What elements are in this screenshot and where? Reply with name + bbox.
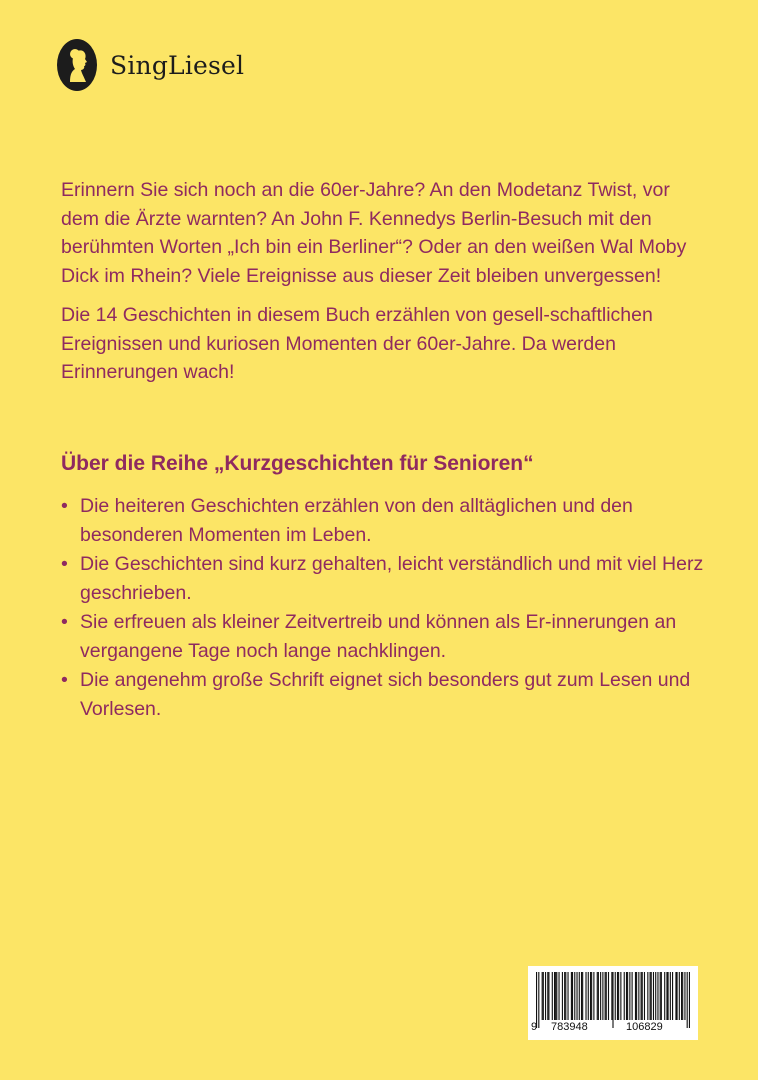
barcode-bar <box>615 972 616 1020</box>
barcode-bar <box>552 972 553 1020</box>
barcode-bar <box>585 972 586 1020</box>
barcode-bar <box>554 972 555 1020</box>
barcode-bar <box>548 972 549 1020</box>
barcode-bar <box>538 972 539 1028</box>
barcode-bar <box>668 972 669 1020</box>
barcode-bar <box>675 972 676 1020</box>
barcode-bar <box>689 972 690 1028</box>
barcode-bar <box>582 972 583 1020</box>
list-item <box>61 550 721 607</box>
barcode-bar <box>638 972 639 1020</box>
barcode-bar <box>606 972 607 1020</box>
barcode-bar <box>611 972 612 1020</box>
barcode-bar <box>562 972 563 1020</box>
list-item <box>61 492 721 549</box>
barcode-bar <box>536 972 537 1028</box>
barcode-bar <box>670 972 671 1020</box>
barcode-bar <box>564 972 565 1020</box>
barcode-bar <box>600 972 601 1020</box>
barcode-bar <box>629 972 630 1020</box>
barcode-bar <box>687 972 688 1028</box>
barcode-bar <box>618 972 619 1020</box>
barcode-bar <box>681 972 682 1020</box>
silhouette-portrait-icon <box>56 38 98 92</box>
series-title: Über die Reihe „Kurzgeschichten für Senioren“ <box>61 452 534 475</box>
barcode-bar <box>542 972 543 1020</box>
list-item <box>61 608 721 665</box>
barcode-bar <box>664 972 665 1020</box>
barcode-bar <box>642 972 643 1020</box>
bullet-icon: • <box>61 669 68 691</box>
barcode-digits-left: 783948 <box>551 1021 588 1033</box>
barcode-digits <box>528 1021 698 1037</box>
barcode-bar <box>653 972 654 1020</box>
barcode-bar <box>590 972 591 1020</box>
bullet-icon: • <box>61 553 68 575</box>
barcode-bar <box>641 972 642 1020</box>
barcode-bar <box>593 972 594 1020</box>
bullet-icon: • <box>61 495 68 517</box>
publisher-name: SingLiesel <box>110 50 245 80</box>
barcode-bar <box>588 972 589 1020</box>
blurb-paragraph: Erinnern Sie sich noch an die 60er-Jahre? An den Modetanz Twist, vor dem die Ärzte warnten? An John F. Kennedys Berlin-Besuch mit den berühmten Worten „Ich bin ein Berliner“? Oder an den weißen Wal Moby Dick im Rhein? Viele Ereignisse aus dieser Zeit bleiben unvergessen! <box>61 179 687 287</box>
list-item <box>61 666 721 723</box>
barcode-bar <box>591 972 592 1020</box>
blurb <box>61 176 711 398</box>
barcode-bar <box>644 972 645 1020</box>
barcode-bar <box>626 972 627 1020</box>
list-item-text: Die Geschichten sind kurz gehalten, leicht verständlich und mit viel Herz geschrieben. <box>80 553 704 604</box>
barcode-bar <box>647 972 648 1020</box>
barcode-bar <box>632 972 633 1020</box>
bullet-icon: • <box>61 611 68 633</box>
barcode-bar <box>608 972 609 1020</box>
barcode-bar <box>597 972 598 1020</box>
barcode-bar <box>684 972 685 1020</box>
barcode-bar <box>571 972 572 1020</box>
barcode-bar <box>661 972 662 1020</box>
barcode-bar <box>617 972 618 1020</box>
barcode-bar <box>543 972 544 1020</box>
barcode-bar <box>627 972 628 1020</box>
blurb-paragraph: Die 14 Geschichten in diesem Buch erzählen von gesell-schaftlichen Ereignissen und kuriosen Momenten der 60er-Jahre. Da werden Erinnerungen wach! <box>61 304 653 383</box>
barcode-bar <box>660 972 661 1020</box>
barcode-digits-right: 106829 <box>626 1021 663 1033</box>
barcode-bar <box>567 972 568 1020</box>
list-item-text: Sie erfreuen als kleiner Zeitvertreib und können als Er-innerungen an vergangene Tage noch lange nachklingen. <box>80 611 677 662</box>
barcode-bar <box>679 972 680 1020</box>
barcode-bar <box>650 972 651 1020</box>
list-item-text: Die angenehm große Schrift eignet sich besonders gut zum Lesen und Vorlesen. <box>80 669 691 720</box>
barcode-bar <box>576 972 577 1020</box>
barcode-bar <box>605 972 606 1020</box>
barcode-bar <box>666 972 667 1020</box>
barcode-bar <box>545 972 546 1020</box>
barcode-bar <box>682 972 683 1020</box>
barcode-bar <box>555 972 556 1020</box>
isbn-barcode <box>528 966 698 1040</box>
barcode-bar <box>565 972 566 1020</box>
barcode-bar <box>602 972 603 1020</box>
barcode-digit-first: 9 <box>531 1021 538 1033</box>
barcode-bar <box>612 972 613 1028</box>
barcode-bar <box>655 972 656 1020</box>
barcode-bar <box>657 972 658 1020</box>
barcode-bar <box>636 972 637 1020</box>
barcode-bar <box>598 972 599 1020</box>
barcode-bar <box>624 972 625 1020</box>
barcode-bar <box>635 972 636 1020</box>
barcode-bar <box>581 972 582 1020</box>
barcode-bar <box>547 972 548 1020</box>
barcode-bar <box>574 972 575 1020</box>
barcode-bar <box>579 972 580 1020</box>
barcode-bar <box>672 972 673 1020</box>
barcode-bar <box>651 972 652 1020</box>
list-item-text: Die heiteren Geschichten erzählen von den alltäglichen und den besonderen Momenten im Leben. <box>80 495 633 546</box>
publisher-logo <box>56 38 244 92</box>
barcode-bar <box>558 972 559 1020</box>
series-bullet-list <box>61 492 721 724</box>
barcode-bar <box>572 972 573 1020</box>
barcode-bar <box>556 972 557 1020</box>
barcode-bar <box>620 972 621 1020</box>
barcode-bar <box>677 972 678 1020</box>
